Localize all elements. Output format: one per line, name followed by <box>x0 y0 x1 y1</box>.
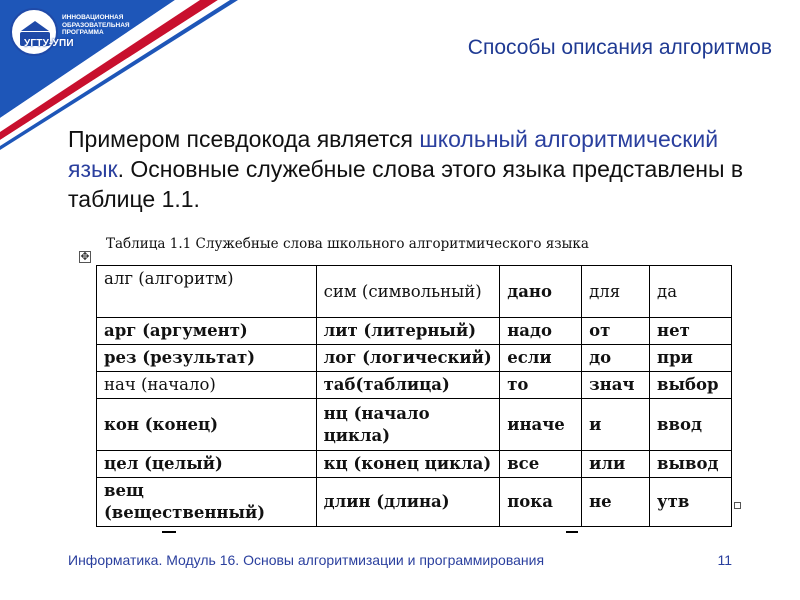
table-cell: да <box>650 266 732 318</box>
keywords-table <box>96 265 732 527</box>
body-text-end: . Основные служебные слова этого языка представлены в таблице 1.1. <box>68 156 744 212</box>
table-row <box>97 372 732 399</box>
university-logo <box>10 8 130 56</box>
table-cell: таб(таблица) <box>316 372 500 399</box>
table-row <box>97 345 732 372</box>
cut-line-left <box>162 531 176 533</box>
table-cell: кц (конец цикла) <box>316 451 500 478</box>
logo-text: УГТУ-УПИ <box>24 38 74 49</box>
body-highlight: школьный алгоритмический язык <box>68 126 719 182</box>
table-caption: Таблица 1.1 Служебные слова школьного алгоритмического языка <box>106 236 589 252</box>
table-row <box>97 318 732 345</box>
table-cell: утв <box>650 478 732 527</box>
table-cell: арг (аргумент) <box>97 318 317 345</box>
body-paragraph <box>68 124 748 214</box>
table-cell: надо <box>500 318 582 345</box>
table-cell: алг (алгоритм) <box>97 266 317 318</box>
cut-line-right <box>566 531 578 533</box>
slide-title: Способы описания алгоритмов <box>467 36 772 59</box>
table-resize-icon[interactable] <box>734 502 741 509</box>
table-row <box>97 399 732 451</box>
table-row <box>97 451 732 478</box>
table-cell: лог (логический) <box>316 345 500 372</box>
table-cell: выбор <box>650 372 732 399</box>
table-cell: пока <box>500 478 582 527</box>
table-cell: все <box>500 451 582 478</box>
body-text-start: Примером псевдокода является <box>68 126 420 152</box>
table-cell: и <box>582 399 650 451</box>
table-row <box>97 478 732 527</box>
logo-program-label: ИННОВАЦИОННАЯ ОБРАЗОВАТЕЛЬНАЯ ПРОГРАММА <box>62 14 130 36</box>
table-cell: от <box>582 318 650 345</box>
page-number: 11 <box>717 552 732 568</box>
table-cell: то <box>500 372 582 399</box>
table-cell: при <box>650 345 732 372</box>
table-cell: вывод <box>650 451 732 478</box>
table-cell: иначе <box>500 399 582 451</box>
footer-text: Информатика. Модуль 16. Основы алгоритмизации и программирования <box>68 552 545 568</box>
table-cell: нц (начало цикла) <box>316 399 500 451</box>
table-cell: для <box>582 266 650 318</box>
table-cell: нет <box>650 318 732 345</box>
table-cell: рез (результат) <box>97 345 317 372</box>
table-cell: знач <box>582 372 650 399</box>
table-cell: до <box>582 345 650 372</box>
table-cell: ввод <box>650 399 732 451</box>
table-cell: длин (длина) <box>316 478 500 527</box>
table-cell: дано <box>500 266 582 318</box>
table-cell: кон (конец) <box>97 399 317 451</box>
table-move-icon[interactable]: ✥ <box>80 250 90 263</box>
table-cell: вещ (вещественный) <box>97 478 317 527</box>
table-cell: цел (целый) <box>97 451 317 478</box>
table-cell: или <box>582 451 650 478</box>
table-cell: не <box>582 478 650 527</box>
table-cell: лит (литерный) <box>316 318 500 345</box>
table-cell: сим (символьный) <box>316 266 500 318</box>
table-cell: нач (начало) <box>97 372 317 399</box>
table-cell: если <box>500 345 582 372</box>
table-row <box>97 266 732 318</box>
